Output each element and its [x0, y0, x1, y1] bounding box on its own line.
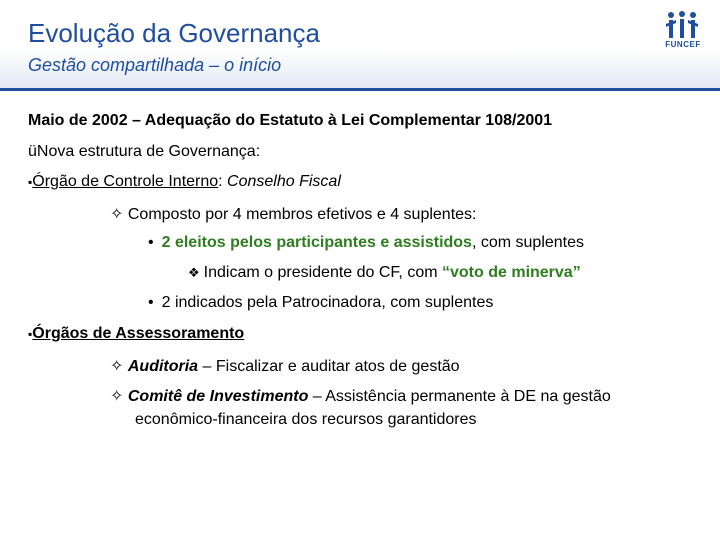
section1-diamond-item: [188, 264, 581, 282]
page-title: Evolução da Governança: [28, 18, 320, 48]
section-assessoramento: [28, 325, 244, 343]
bullet1-emphasis: 2 eleitos pelos participantes e assistidos: [161, 234, 472, 251]
logo-wordmark: FUNCEF: [665, 40, 701, 49]
star-bullet-icon: ✧: [110, 358, 124, 375]
section2-title: Órgãos de Assessoramento: [32, 325, 245, 342]
diamond-text: Indicam o presidente do CF, com: [203, 264, 442, 281]
page-subtitle: Gestão compartilhada – o início: [28, 55, 282, 75]
section2-item2-line2: econômico-financeira dos recursos garantidores: [135, 411, 477, 428]
star-bullet-icon: ✧: [110, 206, 124, 223]
section1-bullet2: [148, 294, 493, 312]
main-heading: Maio de 2002 – Adequação do Estatuto à Lei Complementar 108/2001: [28, 112, 553, 129]
diamond-bullet-icon: ❖: [188, 265, 200, 280]
bullet2-label: 2 indicados pela Patrocinadora, com suplentes: [161, 294, 494, 311]
star-bullet-icon: ✧: [110, 388, 124, 405]
section2-item1: [110, 356, 460, 376]
section1-name: Conselho Fiscal: [227, 173, 341, 190]
item1-name: Auditoria: [127, 358, 199, 375]
check-icon: ü: [28, 143, 37, 160]
header-rule: [0, 88, 720, 91]
section1-sub1-label: Composto por 4 membros efetivos e 4 suplentes:: [127, 206, 477, 223]
item2-rest: – Assistência permanente à DE na gestão: [308, 388, 611, 405]
dot-bullet-icon: •: [148, 294, 154, 311]
funcef-logo-icon: [660, 10, 704, 56]
diamond-emphasis: “voto de minerva”: [442, 264, 581, 281]
item2-name: Comitê de Investimento: [127, 388, 309, 405]
check-item-label: Nova estrutura de Governança:: [36, 143, 261, 160]
section1-sep: :: [218, 173, 228, 190]
section-controle-interno: [28, 173, 341, 191]
section1-bullet1: [148, 234, 584, 252]
section1-sub1: [110, 204, 476, 224]
square-bullet-icon: ▪: [28, 175, 33, 189]
item1-rest: – Fiscalizar e auditar atos de gestão: [198, 358, 460, 375]
section1-title: Órgão de Controle Interno: [32, 173, 219, 190]
square-bullet-icon: ▪: [28, 327, 33, 341]
dot-bullet-icon: •: [148, 234, 154, 251]
section2-item2: [110, 386, 611, 406]
bullet1-rest: , com suplentes: [471, 234, 585, 251]
check-item: [28, 143, 260, 161]
